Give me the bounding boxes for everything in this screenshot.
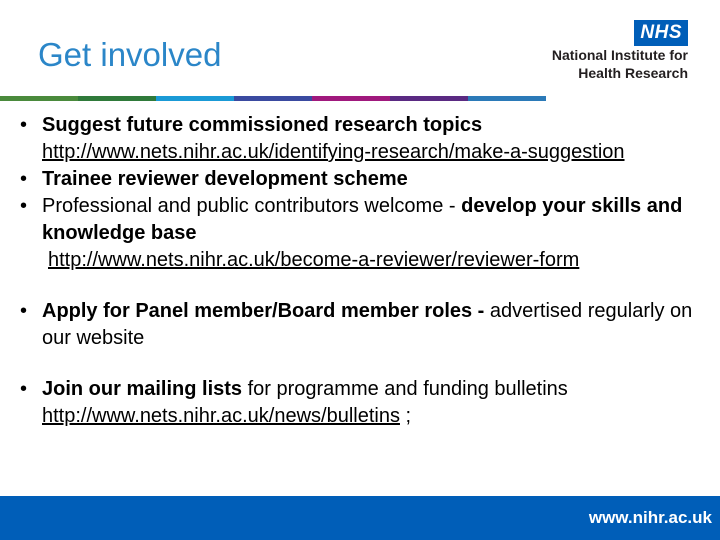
stripe-segment xyxy=(390,96,468,101)
stripe-segment xyxy=(234,96,312,101)
item-heading: Suggest future commissioned research topics xyxy=(42,114,483,136)
bullet-icon: • xyxy=(20,114,28,136)
color-stripe xyxy=(0,96,546,101)
stripe-segment xyxy=(312,96,390,101)
list-item xyxy=(18,112,708,166)
bullet-icon: • xyxy=(20,300,28,322)
item-suffix: ; xyxy=(405,405,412,427)
list-item xyxy=(18,376,708,430)
page-title: Get involved xyxy=(38,36,222,73)
reviewer-form-link[interactable]: http://www.nets.nihr.ac.uk/become-a-reviewer/reviewer-form xyxy=(48,249,580,271)
footer-bar xyxy=(0,496,720,540)
suggestion-link[interactable]: http://www.nets.nihr.ac.uk/identifying-research/make-a-suggestion xyxy=(42,141,625,163)
stripe-segment xyxy=(0,96,78,101)
item-heading: develop your skills and knowledge base xyxy=(42,195,683,244)
stripe-segment xyxy=(156,96,234,101)
bullet-icon: • xyxy=(20,378,28,400)
item-text: for programme and funding bulletins xyxy=(247,378,568,400)
item-heading: Apply for Panel member/Board member roles - xyxy=(42,300,485,322)
footer-url[interactable]: www.nihr.ac.uk xyxy=(588,508,712,527)
stripe-segment xyxy=(78,96,156,101)
list-item xyxy=(18,193,708,274)
bullet-list xyxy=(18,112,708,430)
nihr-logo xyxy=(552,20,688,82)
stripe-segment xyxy=(468,96,546,101)
list-item xyxy=(18,298,708,352)
item-text: Professional and public contributors welcome - xyxy=(42,195,456,217)
item-text: advertised regularly on our website xyxy=(42,300,693,349)
logo-line-1: National Institute for xyxy=(551,47,688,63)
item-heading: Join our mailing lists xyxy=(42,378,243,400)
bullet-icon: • xyxy=(20,195,28,217)
logo-line-2: Health Research xyxy=(578,65,688,81)
nhs-logo: NHS xyxy=(634,20,688,46)
bulletins-link[interactable]: http://www.nets.nihr.ac.uk/news/bulletins xyxy=(42,405,400,427)
list-item xyxy=(18,166,708,193)
item-heading: Trainee reviewer development scheme xyxy=(42,168,408,190)
bullet-icon: • xyxy=(20,168,28,190)
